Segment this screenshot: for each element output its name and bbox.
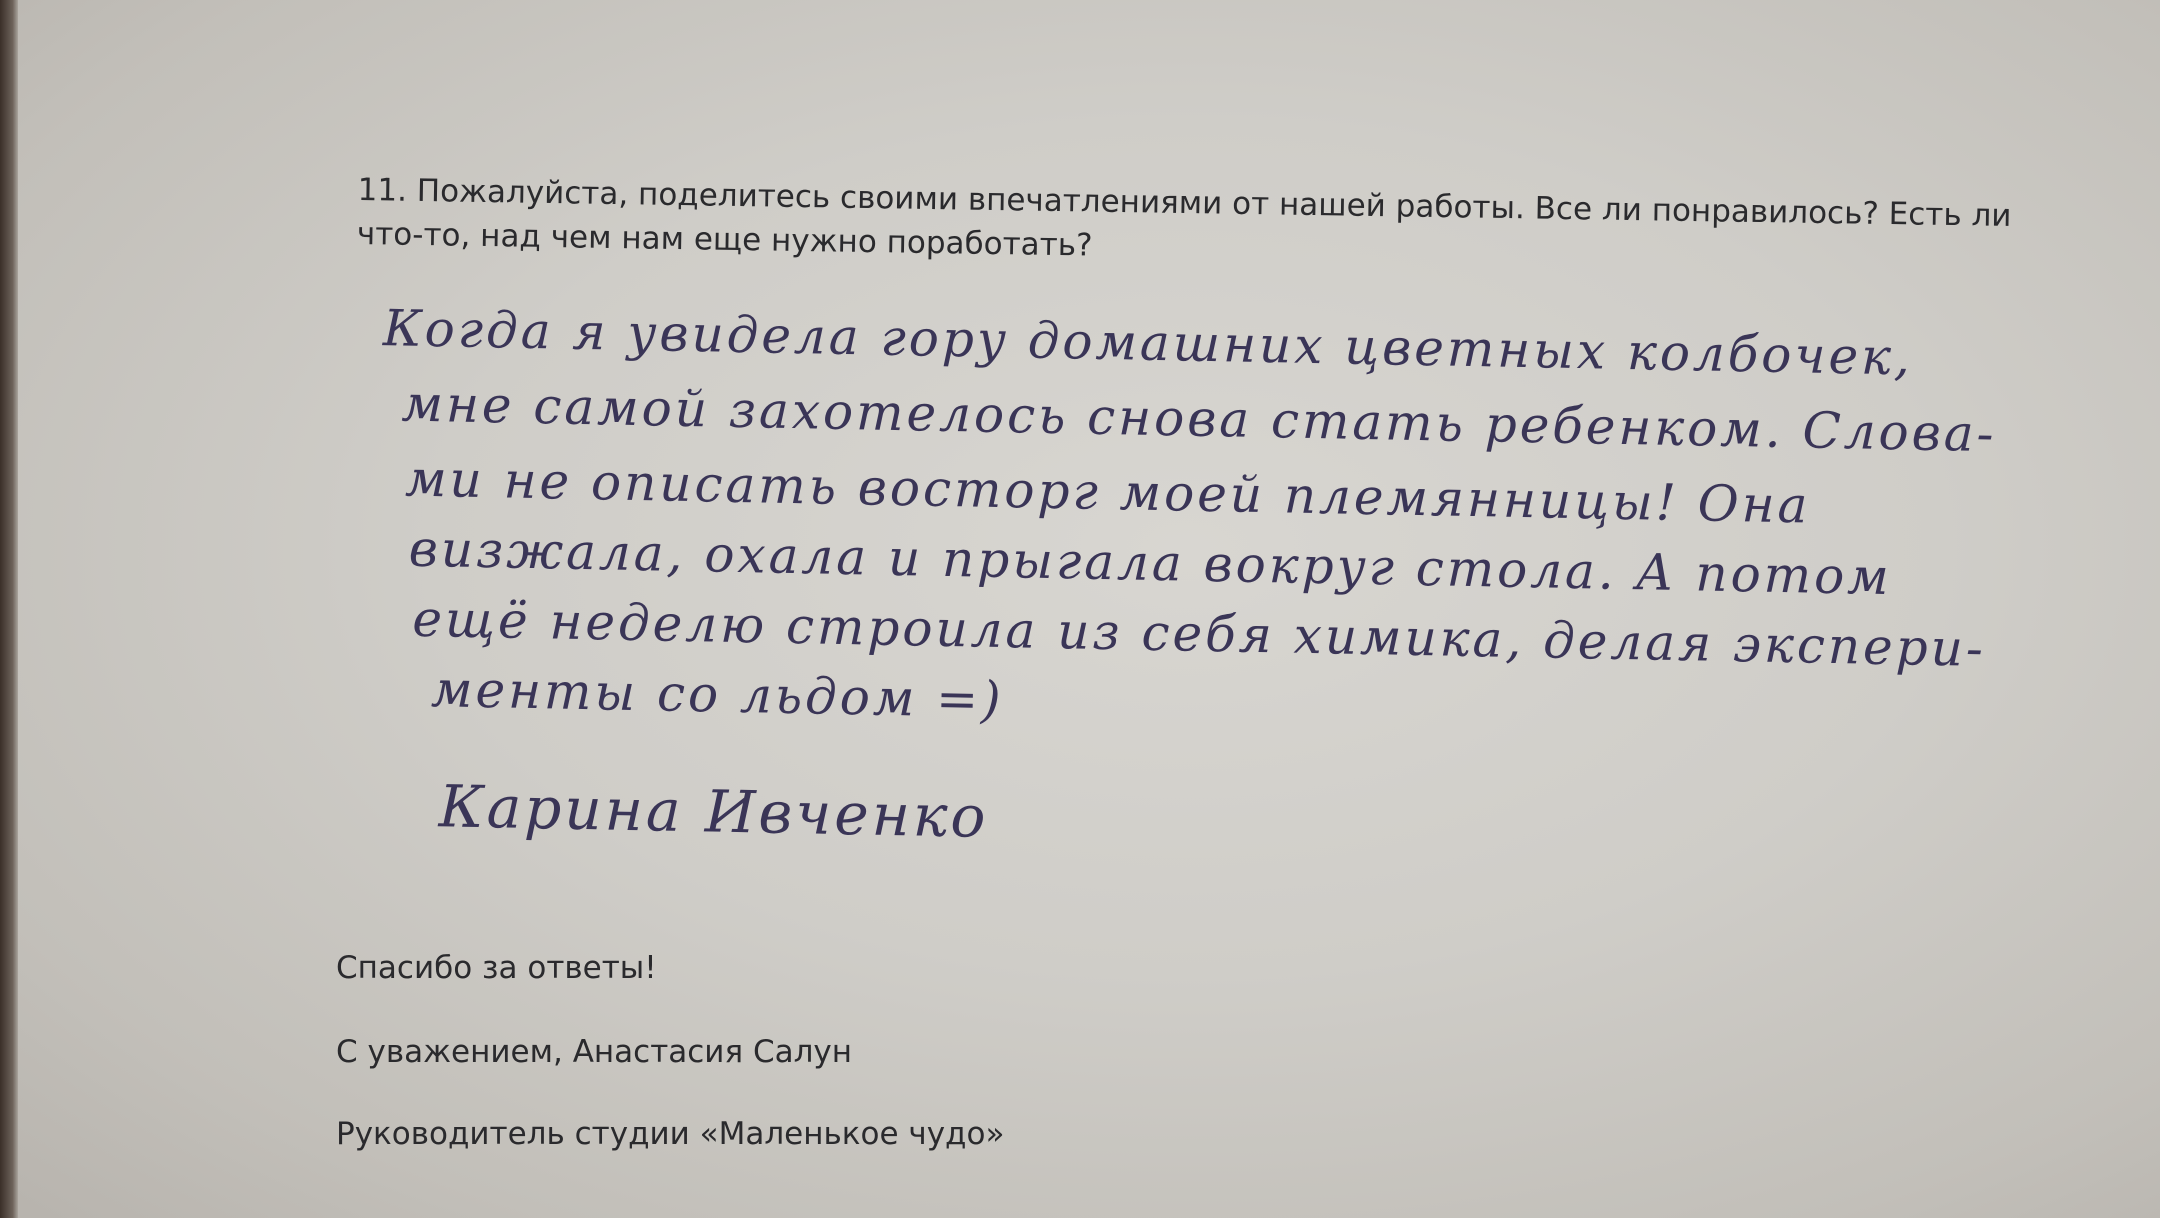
page-edge-shadow <box>0 0 18 1218</box>
answer-line-4: визжала, охала и прыгала вокруг стола. А потом <box>408 519 1893 607</box>
answer-line-6: менты со льдом =) <box>430 660 1005 730</box>
paper-sheet <box>18 0 2160 1218</box>
regards-text: С уважением, Анастасия Салун <box>336 1034 853 1070</box>
thanks-text: Спасибо за ответы! <box>336 950 657 986</box>
question-text: 11. Пожалуйста, поделитесь своими впечатлениями от нашей работы. Все ли понравилось? Есть ли что-то, над чем нам еще нужно поработать? <box>356 171 2012 264</box>
signature: Карина Ивченко <box>438 772 990 851</box>
answer-line-5: ещё неделю строила из себя химика, делая экспери- <box>411 589 1987 678</box>
answer-line-3: ми не описать восторг моей племянницы! Она <box>404 449 1811 535</box>
answer-line-1: Когда я увидела гору домашних цветных колбочек, <box>382 299 1914 387</box>
role-text: Руководитель студии «Маленькое чудо» <box>336 1116 1005 1152</box>
answer-line-2: мне самой захотелось снова стать ребенком. Слова- <box>401 374 1998 464</box>
